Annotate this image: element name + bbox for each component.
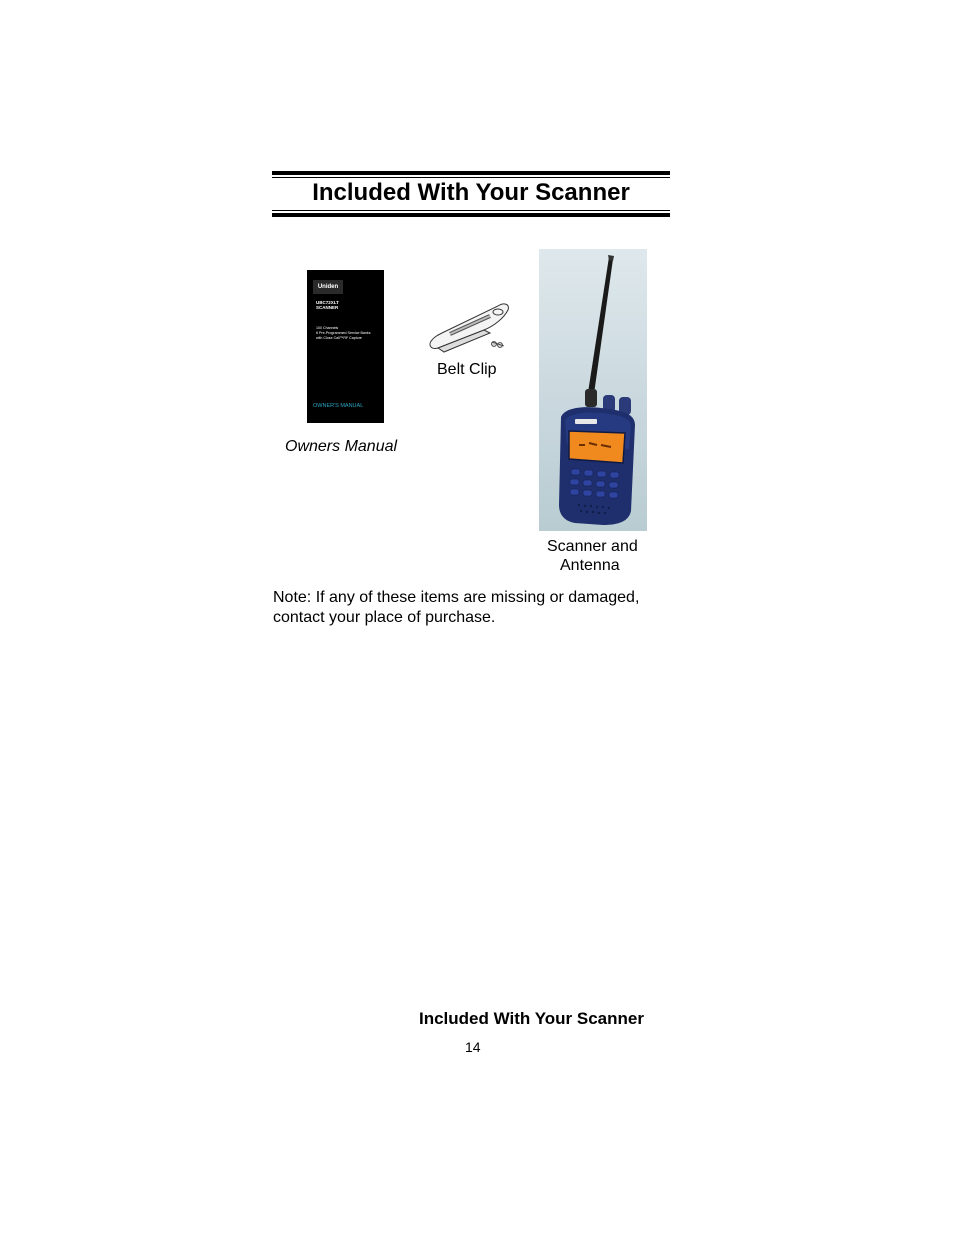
manual-model-line2: SCANNER (316, 305, 339, 310)
owners-manual-caption: Owners Manual (285, 438, 398, 455)
scanner-image (539, 249, 647, 531)
manual-description (316, 326, 382, 341)
page-number: 14 (465, 1039, 481, 1055)
scanner-caption-line2: Antenna (560, 557, 620, 574)
scanner-caption (547, 537, 647, 575)
title-rule-top (272, 171, 670, 175)
scanner-illustration (539, 249, 647, 531)
page-title: Included With Your Scanner (312, 179, 630, 206)
manual-model-line1: UBC72XLT (316, 300, 339, 305)
manual-logo: Uniden (313, 280, 343, 294)
belt-clip-image (424, 300, 516, 360)
belt-clip-caption: Belt Clip (437, 361, 497, 378)
note-line1: Note: If any of these items are missing or damaged, (273, 589, 640, 606)
scanner-caption-line1: Scanner and (547, 538, 638, 555)
manual-desc-line3: with Close Call™RF Capture (316, 336, 362, 340)
owners-manual-image (307, 270, 384, 423)
title-rule-bottom (272, 213, 670, 217)
footer-section-title: Included With Your Scanner (419, 1009, 644, 1028)
manual-cover-footer: OWNER'S MANUAL (313, 403, 364, 409)
title-block (272, 171, 670, 218)
note-line2: contact your place of purchase. (273, 609, 496, 626)
manual-model (316, 300, 339, 310)
missing-items-note (273, 588, 693, 628)
manual-desc-line1: 100 Channels (316, 326, 339, 330)
title-rule-bottom-thin (272, 210, 670, 211)
manual-desc-line2: 6 Pre-Programmed Service Banks (316, 331, 371, 335)
